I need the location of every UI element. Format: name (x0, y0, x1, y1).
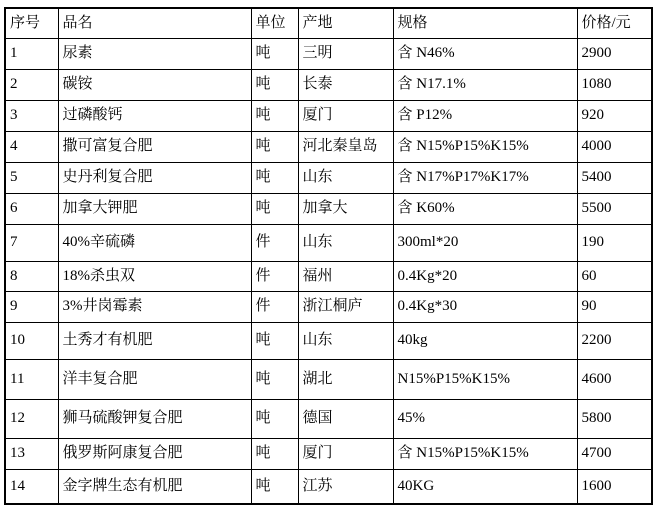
cell-spec: 含 N17%P17%K17% (393, 162, 577, 193)
cell-origin: 厦门 (298, 438, 393, 469)
cell-spec: 40KG (393, 469, 577, 504)
cell-spec: 0.4Kg*30 (393, 291, 577, 322)
table-row (5, 359, 652, 399)
cell-name: 过磷酸钙 (58, 100, 251, 131)
cell-origin: 三明 (298, 38, 393, 69)
cell-index: 2 (5, 69, 58, 100)
cell-name: 3%井岗霉素 (58, 291, 251, 322)
cell-index: 10 (5, 322, 58, 359)
cell-spec: 40kg (393, 322, 577, 359)
cell-unit: 吨 (251, 193, 298, 224)
fertilizer-price-table (4, 7, 653, 505)
cell-index: 9 (5, 291, 58, 322)
cell-name: 18%杀虫双 (58, 261, 251, 291)
cell-spec: 300ml*20 (393, 224, 577, 261)
cell-index: 8 (5, 261, 58, 291)
column-header-name: 品名 (58, 8, 251, 38)
cell-spec: 45% (393, 399, 577, 438)
table-row (5, 261, 652, 291)
table-row (5, 100, 652, 131)
cell-origin: 长泰 (298, 69, 393, 100)
cell-index: 1 (5, 38, 58, 69)
cell-origin: 厦门 (298, 100, 393, 131)
cell-index: 3 (5, 100, 58, 131)
column-header-index: 序号 (5, 8, 58, 38)
cell-price: 920 (577, 100, 652, 131)
cell-index: 5 (5, 162, 58, 193)
cell-spec: 含 N17.1% (393, 69, 577, 100)
cell-price: 5800 (577, 399, 652, 438)
cell-index: 7 (5, 224, 58, 261)
cell-spec: 含 N15%P15%K15% (393, 438, 577, 469)
cell-price: 60 (577, 261, 652, 291)
table-row (5, 193, 652, 224)
cell-unit: 件 (251, 291, 298, 322)
cell-name: 尿素 (58, 38, 251, 69)
cell-name: 金字牌生态有机肥 (58, 469, 251, 504)
cell-origin: 山东 (298, 162, 393, 193)
column-header-unit: 单位 (251, 8, 298, 38)
cell-name: 土秀才有机肥 (58, 322, 251, 359)
cell-origin: 浙江桐庐 (298, 291, 393, 322)
cell-index: 12 (5, 399, 58, 438)
cell-index: 4 (5, 131, 58, 162)
cell-unit: 吨 (251, 69, 298, 100)
table-row (5, 438, 652, 469)
cell-unit: 件 (251, 261, 298, 291)
cell-price: 4600 (577, 359, 652, 399)
cell-spec: N15%P15%K15% (393, 359, 577, 399)
cell-unit: 吨 (251, 100, 298, 131)
cell-origin: 德国 (298, 399, 393, 438)
cell-unit: 吨 (251, 322, 298, 359)
table-row (5, 469, 652, 504)
cell-origin: 河北秦皇岛 (298, 131, 393, 162)
table-row (5, 291, 652, 322)
cell-name: 加拿大钾肥 (58, 193, 251, 224)
cell-unit: 吨 (251, 38, 298, 69)
cell-unit: 吨 (251, 162, 298, 193)
table-row (5, 69, 652, 100)
cell-spec: 0.4Kg*20 (393, 261, 577, 291)
cell-unit: 吨 (251, 359, 298, 399)
cell-price: 2200 (577, 322, 652, 359)
cell-index: 6 (5, 193, 58, 224)
cell-name: 碳铵 (58, 69, 251, 100)
cell-price: 1600 (577, 469, 652, 504)
table-row (5, 162, 652, 193)
cell-name: 狮马硫酸钾复合肥 (58, 399, 251, 438)
cell-origin: 山东 (298, 224, 393, 261)
cell-name: 撒可富复合肥 (58, 131, 251, 162)
column-header-spec: 规格 (393, 8, 577, 38)
column-header-price: 价格/元 (577, 8, 652, 38)
cell-price: 1080 (577, 69, 652, 100)
cell-origin: 湖北 (298, 359, 393, 399)
cell-name: 洋丰复合肥 (58, 359, 251, 399)
cell-price: 190 (577, 224, 652, 261)
cell-unit: 吨 (251, 438, 298, 469)
cell-origin: 福州 (298, 261, 393, 291)
cell-price: 4700 (577, 438, 652, 469)
cell-name: 俄罗斯阿康复合肥 (58, 438, 251, 469)
cell-unit: 吨 (251, 469, 298, 504)
header-row (5, 8, 652, 38)
cell-price: 5500 (577, 193, 652, 224)
cell-unit: 件 (251, 224, 298, 261)
cell-unit: 吨 (251, 131, 298, 162)
cell-origin: 山东 (298, 322, 393, 359)
cell-spec: 含 P12% (393, 100, 577, 131)
cell-unit: 吨 (251, 399, 298, 438)
cell-index: 14 (5, 469, 58, 504)
cell-price: 2900 (577, 38, 652, 69)
cell-index: 11 (5, 359, 58, 399)
cell-name: 40%辛硫磷 (58, 224, 251, 261)
cell-index: 13 (5, 438, 58, 469)
cell-price: 4000 (577, 131, 652, 162)
cell-origin: 加拿大 (298, 193, 393, 224)
column-header-origin: 产地 (298, 8, 393, 38)
cell-name: 史丹利复合肥 (58, 162, 251, 193)
table-row (5, 399, 652, 438)
cell-spec: 含 N46% (393, 38, 577, 69)
cell-spec: 含 K60% (393, 193, 577, 224)
cell-price: 5400 (577, 162, 652, 193)
cell-origin: 江苏 (298, 469, 393, 504)
table-row (5, 131, 652, 162)
table-row (5, 38, 652, 69)
table-row (5, 224, 652, 261)
cell-spec: 含 N15%P15%K15% (393, 131, 577, 162)
table-row (5, 322, 652, 359)
cell-price: 90 (577, 291, 652, 322)
